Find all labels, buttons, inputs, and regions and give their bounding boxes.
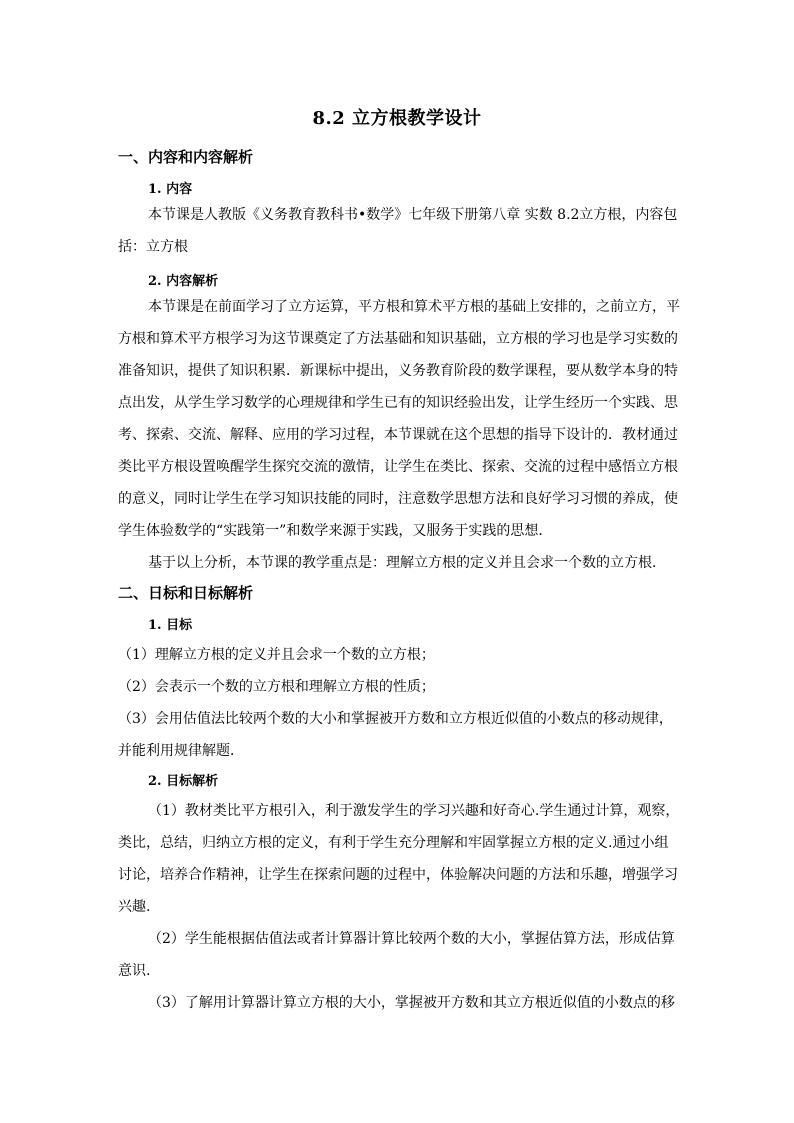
list-item: （3）会用估值法比较两个数的大小和掌握被开方数和立方根近似值的小数点的移动规律，: [118, 711, 673, 727]
paragraph-line: （3）了解用计算器计算立方根的大小，掌握被开方数和其立方根近似值的小数点的移: [148, 995, 675, 1011]
list-item: 并能利用规律解题．: [118, 743, 244, 759]
paragraph-line: 学生体验数学的“实践第一”和数学来源于实践，又服务于实践的思想．: [118, 523, 553, 539]
paragraph-line: 讨论，培养合作精神，让学生在探索问题的过程中，体验解决问题的方法和乐趣，增强学习: [118, 867, 678, 883]
subsection-heading: 2. 目标解析: [148, 774, 219, 789]
paragraph-line: 类比平方根设置唤醒学生探究交流的激情，让学生在类比、探索、交流的过程中感悟立方根: [118, 459, 678, 475]
list-item: （1）理解立方根的定义并且会求一个数的立方根；: [118, 647, 435, 663]
paragraph-line: 考、探索、交流、解释、应用的学习过程，本节课就在这个思想的指导下设计的．教材通过: [118, 427, 678, 443]
section-heading: 二、日标和日标解析: [118, 584, 254, 602]
paragraph-line: （1）教材类比平方根引入，利于激发学生的学习兴趣和好奇心.学生通过计算，观察，: [148, 803, 680, 819]
paragraph-line: 意识.: [118, 963, 151, 979]
paragraph-line: 点出发，从学生学习数学的心理规律和学生已有的知识经验出发，让学生经历一个实践、思: [118, 395, 678, 411]
paragraph-line: 括：立方根: [118, 239, 188, 255]
paragraph-line: 本节课是人教版《义务教育教科书•数学》七年级下册第八章 实数 8.2立方根，内容包: [148, 207, 678, 223]
page-title: 8.2 立方根教学设计: [312, 108, 482, 129]
paragraph-line: 本节课是在前面学习了立方运算，平方根和算术平方根的基础上安排的，之前立方，平: [148, 299, 680, 315]
paragraph-line: 的意义，同时让学生在学习知识技能的同时，注意数学思想方法和良好学习习惯的养成，使: [118, 491, 678, 507]
section-heading: 一、内容和内容解析: [118, 148, 254, 166]
subsection-heading: 1. 目标: [148, 618, 193, 633]
subsection-heading: 2. 内容解析: [148, 274, 219, 289]
paragraph-line: 方根和算术平方根学习为这节课奠定了方法基础和知识基础，立方根的学习也是学习实数的: [118, 331, 678, 347]
paragraph-line: 兴趣.: [118, 899, 151, 915]
summary-line: 基于以上分析，本节课的教学重点是：理解立方根的定义并且会求一个数的立方根．: [148, 555, 666, 571]
paragraph-line: （2）学生能根据估值法或者计算器计算比较两个数的大小，掌握估算方法，形成估算: [148, 931, 675, 947]
subsection-heading: 1. 内容: [148, 182, 193, 197]
paragraph-line: 类比，总结，归纳立方根的定义，有利于学生充分理解和牢固掌握立方根的定义.通过小组: [118, 835, 669, 851]
list-item: （2）会表示一个数的立方根和理解立方根的性质；: [118, 679, 435, 695]
paragraph-line: 准备知识，提供了知识积累．新课标中提出，义务教育阶段的数学课程，要从数学本身的特: [118, 363, 678, 379]
